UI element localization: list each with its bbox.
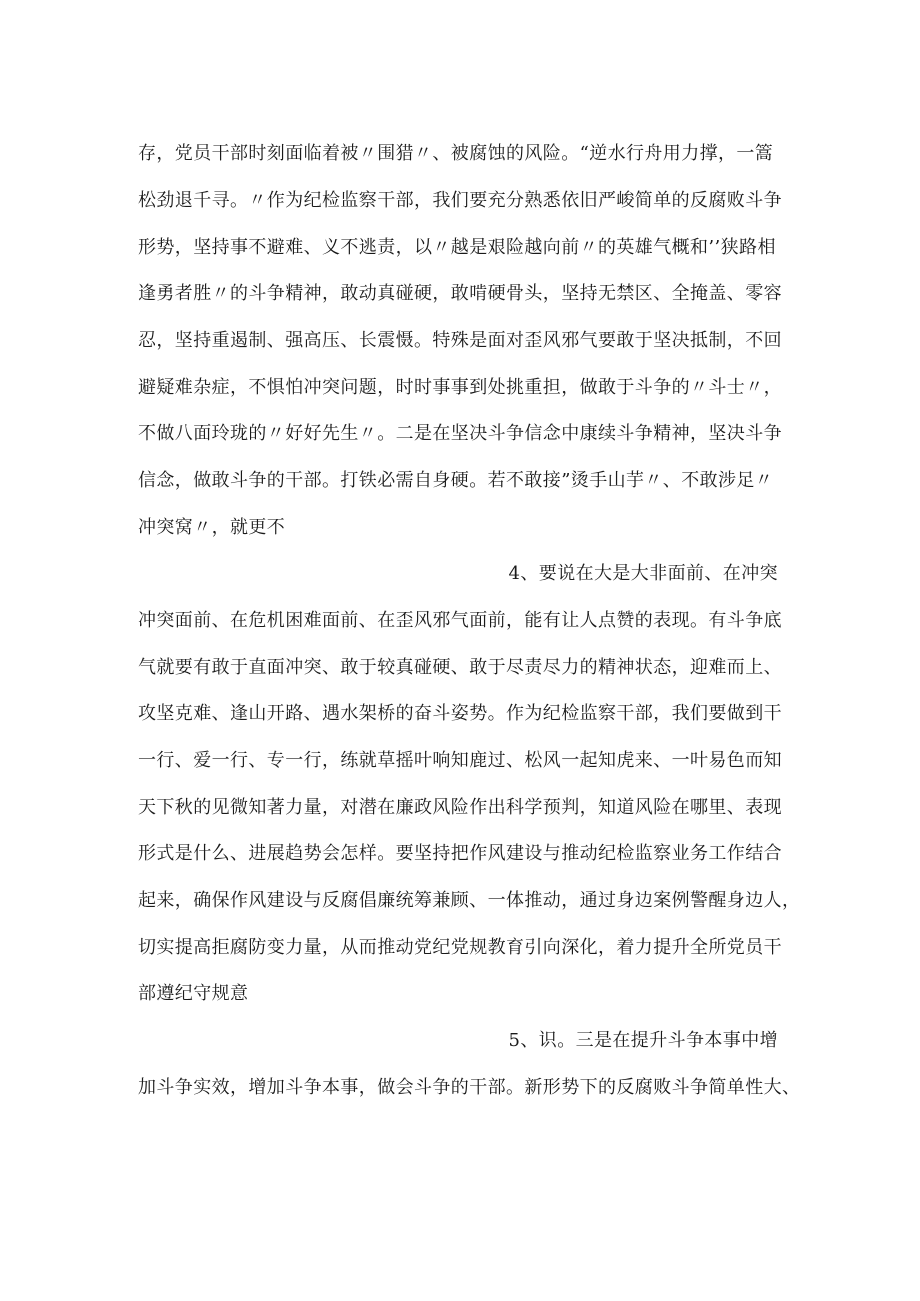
text-line: 信念，做敢斗争的干部。打铁必需自身硬。若不敢接”烫手山芋〃、不敢涉足〃 — [138, 470, 774, 491]
text-line: 形势，坚持事不避难、义不逃责，以〃越是艰险越向前〃的英雄气概和’’狭路相 — [138, 237, 776, 258]
text-line: 逢勇者胜〃的斗争精神，敢动真碰硬，敢啃硬骨头，坚持无禁区、全掩盖、零容 — [138, 283, 782, 304]
section-heading-5: 5、识。三是在提升斗争本事中增 — [508, 1030, 778, 1051]
text-line: 冲突面前、在危机困难面前、在歪风邪气面前，能有让人点赞的表现。有斗争底 — [138, 610, 782, 631]
text-line: 攻坚克难、逢山开路、遇水架桥的奋斗姿势。作为纪检监察干部，我们要做到干 — [138, 703, 782, 724]
text-line: 加斗争实效，增加斗争本事，做会斗争的干部。新形势下的反腐败斗争简单性大、 — [138, 1077, 801, 1098]
section-heading-4: 4、要说在大是大非面前、在冲突 — [508, 563, 778, 584]
text-line: 天下秋的见微知著力量，对潜在廉政风险作出科学预判，知道风险在哪里、表现 — [138, 797, 782, 818]
text-line: 形式是什么、进展趋势会怎样。要坚持把作风建设与推动纪检监察业务工作结合 — [138, 843, 782, 864]
text-line: 切实提高拒腐防变力量，从而推动党纪党规教育引向深化，着力提升全所党员干 — [138, 937, 782, 958]
text-line: 冲突窝〃，就更不 — [138, 517, 286, 538]
text-line: 气就要有敢于直面冲突、敢于较真碰硬、敢于尽责尽力的精神状态，迎难而上、 — [138, 657, 782, 678]
text-line: 忍，坚持重遏制、强高压、长震慑。特殊是面对歪风邪气要敢于坚决抵制，不回 — [138, 330, 782, 351]
text-line: 存，党员干部时刻面临着被〃围猎〃、被腐蚀的风险。“逆水行舟用力撑，一篙 — [138, 143, 774, 164]
text-line: 松劲退千寻。〃作为纪检监察干部，我们要充分熟悉依旧严峻简单的反腐败斗争 — [138, 190, 782, 211]
text-line: 避疑难杂症，不惧怕冲突问题，时时事事到处挑重担，做敢于斗争的〃斗士〃， — [138, 377, 782, 398]
text-line: 起来，确保作风建设与反腐倡廉统筹兼顾、一体推动，通过身边案例警醒身边人， — [138, 890, 801, 911]
text-line: 不做八面玲珑的〃好好先生〃。二是在坚决斗争信念中康续斗争精神，坚决斗争 — [138, 423, 782, 444]
text-line: 一行、爱一行、专一行，练就草摇叶响知鹿过、松风一起知虎来、一叶易色而知 — [138, 750, 782, 771]
text-line: 部遵纪守规意 — [138, 983, 249, 1004]
